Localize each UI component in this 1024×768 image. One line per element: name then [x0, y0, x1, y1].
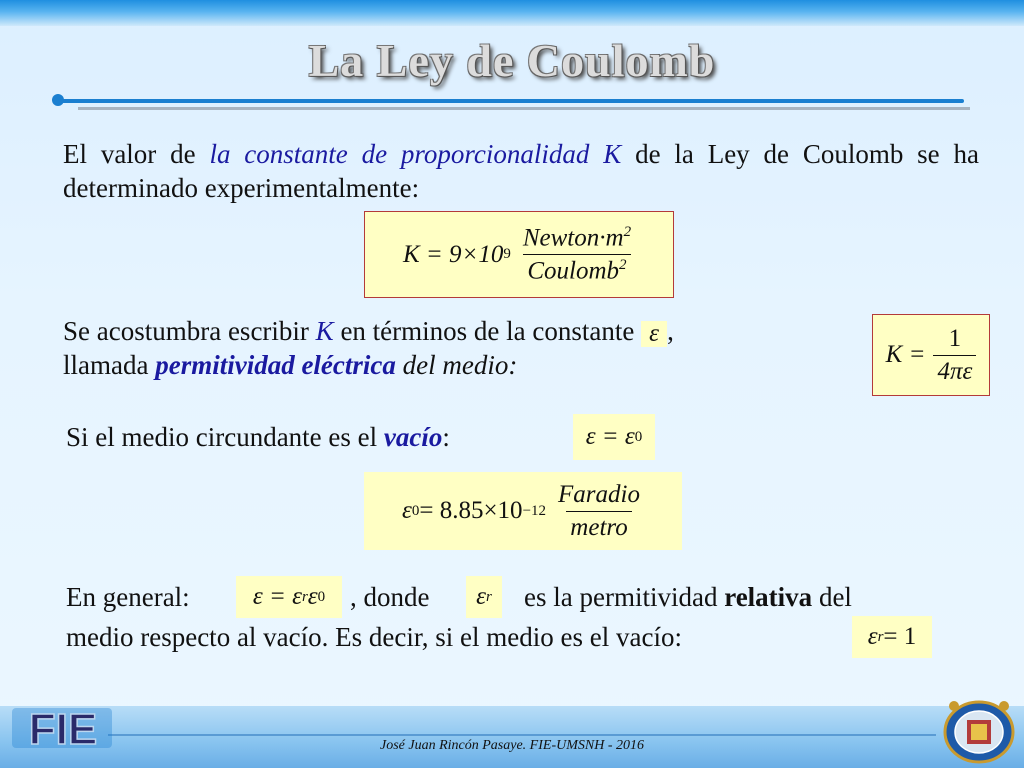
paragraph-constant [63, 137, 979, 205]
fie-logo-text: FIE [28, 705, 98, 754]
eq1-exp: 9 [503, 246, 511, 262]
eq4-num: Faradio [558, 480, 640, 508]
para4-label: En general: [66, 582, 190, 612]
para4-donde: , donde [350, 582, 430, 612]
eq3-sub: 0 [634, 428, 643, 445]
equation-eps-general [236, 576, 342, 618]
eps-symbol-box: ε [641, 321, 667, 347]
eq3-lhs: ε = ε [585, 423, 635, 450]
eq4-exp: −12 [522, 502, 547, 519]
paragraph-permittivity [63, 314, 863, 382]
university-seal-icon [940, 696, 1018, 764]
title-rule [58, 99, 964, 103]
equation-k-permittivity [872, 314, 990, 396]
eq4-lhs-sub: 0 [411, 502, 420, 519]
para3-colon: : [442, 422, 450, 452]
eq4-mid: = 8.85×10 [419, 497, 523, 524]
title-rule-shadow [78, 107, 970, 110]
eq6-a-sub: r [486, 588, 492, 605]
eq7-a: ε [867, 623, 878, 650]
para4-relativa: relativa [724, 582, 813, 612]
fie-logo-icon [8, 694, 118, 758]
para1-text-b: de la Ley de Coulomb se ha determinado experimentalmente: [63, 139, 979, 203]
eq2-num: 1 [948, 324, 962, 352]
para2-comma: , [667, 316, 674, 346]
eq1-num-exp: 2 [623, 223, 632, 240]
top-band [0, 0, 1024, 26]
para3-text-a: Si el medio circundante es el [66, 422, 384, 452]
para3-vacuum: vacío [383, 422, 443, 452]
para4-text-a: es la permitividad [524, 582, 725, 612]
footer-rule [108, 734, 936, 736]
equation-eps-vacuum [573, 414, 655, 460]
equation-eps-r-vacuum [852, 616, 932, 658]
eq1-num: Newton·m [522, 224, 624, 251]
eq6-a: ε [476, 583, 486, 610]
eq2-lhs: K = [885, 341, 926, 368]
para1-text-a: El valor de [63, 139, 210, 169]
eq1-lhs: K = 9×10 [402, 240, 504, 268]
eq5-a-sub: r [301, 588, 308, 605]
eq4-den: metro [566, 511, 631, 542]
eq5-b-sub: 0 [317, 588, 326, 605]
para2-k: K [315, 316, 334, 346]
para2-text-c: llamada [63, 350, 156, 380]
eq4-fraction [554, 481, 644, 542]
para2-term: permitividad eléctrica [155, 350, 396, 380]
eq2-den: 4πε [933, 355, 976, 386]
paragraph-vacuum [66, 420, 566, 454]
para2-text-a: Se acostumbra escribir [63, 316, 316, 346]
equation-eps-r [466, 576, 502, 618]
para1-highlight: la constante de proporcionalidad K [209, 139, 622, 169]
equation-eps0-value [364, 472, 682, 550]
eq5-a: ε = ε [252, 583, 302, 610]
eq4-lhs: ε [402, 497, 412, 524]
eq7-b: = 1 [883, 623, 917, 650]
eq7-a-sub: r [877, 628, 884, 645]
para4-line2: medio respecto al vacío. Es decir, si el medio es el vacío: [66, 622, 682, 652]
eq1-den: Coulomb [527, 257, 620, 285]
eq5-b: ε [307, 583, 318, 610]
eq1-den-exp: 2 [619, 257, 627, 273]
footer-credit: José Juan Rincón Pasaye. FIE-UMSNH - 2016 [380, 738, 644, 753]
eq1-fraction [519, 224, 635, 286]
para2-text-b: en términos de la constante [333, 316, 642, 346]
eq2-fraction [933, 325, 976, 386]
para4-relative [524, 580, 964, 614]
para2-text-d: del medio: [395, 350, 518, 380]
para4-text-b: del [812, 582, 852, 612]
bottom-band [0, 706, 1024, 768]
slide-title: La Ley de Coulomb [308, 35, 716, 86]
equation-k-value [364, 211, 674, 298]
